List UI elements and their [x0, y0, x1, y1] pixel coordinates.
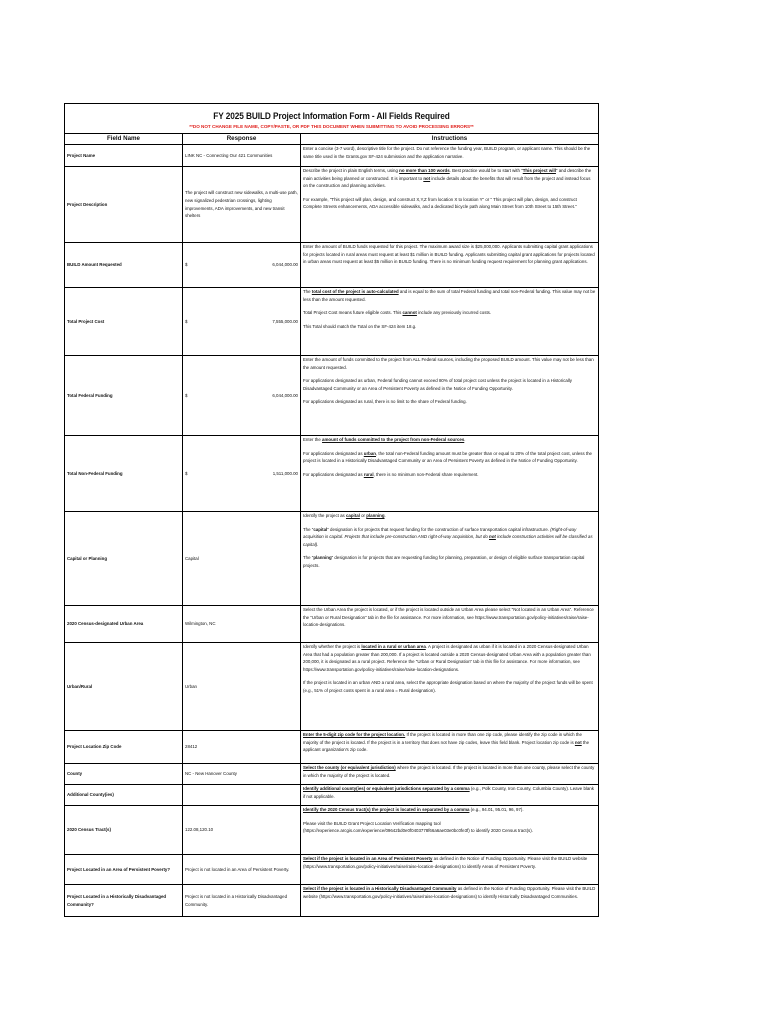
instruction-text: Please visit the BUILD Grant Project Location Verification mapping tool (https://experience.arcgis.com/experience/09642bd0e0f0403778f66a6ae03e0bc0fe3f) to identify 2020 Census tract(s).	[303, 820, 533, 834]
row-urban-rural	[65, 643, 598, 731]
project-information-form	[64, 103, 599, 917]
form-warning: **DO NOT CHANGE FILE NAME, COPY/PASTE, OR PDF THIS DOCUMENT WHEN SUBMITTING TO AVOID PROCESSING ERRORS**	[189, 124, 474, 129]
instruction-text: Identify the project as capital or planning.	[303, 513, 386, 518]
row-total-federal-funding	[65, 356, 598, 436]
zip-code-input[interactable]: 28412	[183, 731, 301, 763]
field-label: 2020 Census-designated Urban Area	[65, 606, 183, 642]
amount-value: 6,044,000.00	[272, 262, 298, 268]
field-label: Project Located in an Area of Persistent Poverty?	[65, 855, 183, 884]
additional-counties-input[interactable]	[183, 785, 301, 805]
currency-symbol: $	[185, 262, 188, 268]
row-county	[65, 764, 598, 785]
instructions	[301, 512, 598, 605]
instruction-text: For applications designated as rural, there is no limit to the share of Federal funding.	[303, 399, 467, 405]
instructions	[301, 885, 598, 916]
instruction-text: The total cost of the project is auto-calculated and is equal to the sum of total Federal funding and total non-Federal funding. This value may not be less than the amount requested.	[303, 289, 596, 302]
row-project-name	[65, 145, 598, 167]
instruction-text: If the project is located in an urban AND a rural area, select the appropriate designation based on where the majority of the project funds will be spent (e.g., 51% of project costs spent in a rural area = Rural designation).	[303, 680, 593, 693]
field-label: Total Project Cost	[65, 288, 183, 355]
instruction-text: This Total should match the Total on the SF-424 item 18.g.	[303, 323, 417, 329]
amount-value: 1,511,000.00	[272, 470, 298, 476]
instructions	[301, 356, 598, 435]
field-label: 2020 Census Tract(s)	[65, 806, 183, 854]
instructions	[301, 643, 598, 730]
instructions	[301, 436, 598, 511]
column-headers	[65, 133, 598, 145]
instruction-text: Enter the amount of funds committed to the project from ALL Federal sources, including the proposed BUILD amount. This value may not be less than the amount requested.	[303, 357, 594, 370]
field-label: Total Federal Funding	[65, 356, 183, 435]
column-header-response: Response	[183, 134, 301, 144]
instruction-text: Enter the amount of BUILD funds requested for this project. The maximum award size is $25,000,000. Applicants submitting capital grant applications for projects located in rural areas must request at least $1 million in BUILD funding. Applicants submitting capital grant applications for projects located in urban areas must request at least $5 million in BUILD funding. There is no minimum funding request requirement for planning grant applications.	[303, 244, 595, 265]
census-tracts-input[interactable]: 122.08,120.10	[183, 806, 301, 854]
field-label: BUILD Amount Requested	[65, 243, 183, 287]
instruction-text: Enter the 5-digit zip code for the project location. If the project is located in more than one zip code, please identify the zip code in which the majority of the project is located. If the project is in a territory that does not have zip codes, leave this field blank. Project location zip code is not the applicant organization's zip code.	[303, 732, 590, 753]
row-total-project-cost	[65, 288, 598, 356]
row-persistent-poverty	[65, 855, 598, 885]
currency-symbol: $	[185, 470, 188, 476]
row-project-location-zip-code	[65, 731, 598, 764]
amount-value: 7,555,000.00	[272, 318, 298, 324]
historically-disadvantaged-select[interactable]: Project is not located in a Historically Disadvantaged Community.	[183, 885, 301, 916]
field-label: County	[65, 764, 183, 784]
census-urban-area-select[interactable]: Wilmington, NC	[183, 606, 301, 642]
field-label: Additional County(ies)	[65, 785, 183, 805]
instruction-text: Describe the project in plain English terms, using no more than 100 words. Best practice would be to start with "This project will" and describe the main activities being planned or constructed. It is important to not include details about the benefits that will result from the project and instead focus on the construction and planning activities.	[303, 168, 592, 189]
row-historically-disadvantaged	[65, 885, 598, 916]
row-census-urban-area	[65, 606, 598, 643]
project-description-response[interactable]: The project will construct new sidewalks, a multi-use path, new signalized pedestrian crossings, lighting improvements, ADA improvements, and new transit shelters	[183, 167, 301, 242]
instruction-text: For applications designated as urban, the total non-Federal funding amount must be greater than or equal to 20% of the total project cost, unless the project is located in a Historically Disadvantaged Community or an Area of Persistent Poverty as defined in the Notice of Funding Opportunity.	[303, 450, 592, 464]
total-non-federal-funding-response[interactable]	[183, 436, 301, 511]
instructions	[301, 855, 598, 884]
field-label: Capital or Planning	[65, 512, 183, 605]
form-title: FY 2025 BUILD Project Information Form - All Fields Required	[213, 111, 450, 121]
currency-symbol: $	[185, 318, 188, 324]
instruction-text: The "planning" designation is for projects that are requesting funding for planning, preparation, or design of eligible surface transportation capital projects.	[303, 555, 585, 568]
county-select[interactable]: NC - New Hanover County	[183, 764, 301, 784]
field-label: Project Located in a Historically Disadvantaged Community?	[65, 885, 183, 916]
currency-symbol: $	[185, 392, 188, 398]
field-label: Project Name	[65, 145, 183, 166]
instruction-text: For example, "This project will plan, design, and construct X,Y,Z from location X to location Y" or " This project will plan, design, and construct Complete Streets enhancements, ADA accessible sidewalks, and a dedicated bicycle path along Main Street from 10th Street to 15th Street."	[303, 196, 577, 210]
instruction-text: Enter the amount of funds committed to the project from non-Federal sources.	[303, 437, 466, 442]
row-project-description	[65, 167, 598, 243]
amount-value: 6,044,000.00	[272, 392, 298, 398]
project-name-response[interactable]: LINK NC - Connecting Our 421 Communities	[183, 145, 301, 166]
instructions	[301, 145, 598, 166]
form-header	[65, 110, 598, 131]
row-build-amount-requested	[65, 243, 598, 288]
instructions	[301, 785, 598, 805]
column-header-field: Field Name	[65, 134, 183, 144]
instruction-text: Identify whether the project is located in a rural or urban area. A project is designated as urban if it is located in a 2020 Census-designated Urban Area that had a population greater than 200,000. If a project is located outside a 2020 Census-designated Urban Area with a population greater than 200,000, it is designated as a rural project. Reference the "Urban or Rural Designation" tab in this file for assistance. For more information, see https://www.transportation.gov/policy-initiatives/raise/raise-location-designations.	[303, 644, 591, 672]
field-label: Urban/Rural	[65, 643, 183, 730]
instruction-text: Select if the project is located in a Historically Disadvantaged Community as defined in the Notice of Funding Opportunity. Please visit the BUILD website (https://www.transportation.gov/policy-initiatives/raise/raise-location-designations) to identify Historically Disadvantaged Communities.	[303, 886, 596, 899]
instructions	[301, 167, 598, 242]
instruction-text: Select the county (or equivalent jurisdiction) where the project is located. If the project is located in more than one county, please select the county in which the majority of the project is located.	[303, 765, 595, 778]
column-header-instructions: Instructions	[431, 135, 468, 142]
instructions	[301, 731, 598, 763]
build-amount-response[interactable]	[183, 243, 301, 287]
instruction-text: Enter a concise (3-7 word), descriptive title for the project. Do not reference the funding year, BUILD program, or applicant name. This should be the same title used in the Grants.gov SF-424 submission and the application narrative.	[303, 146, 591, 159]
instructions	[301, 243, 598, 287]
field-label: Total Non-Federal Funding	[65, 436, 183, 511]
instruction-text: Select if the project is located in an Area of Persistent Poverty as defined in the Notice of Funding Opportunity. Please visit the BUILD website (https://www.transportation.gov/policy-initiatives/raise/raise-location-designations) to identify Areas of Persistent Poverty.	[303, 856, 588, 869]
instruction-text: The "capital" designation is for projects that request funding for the construction of surface transportation capital infrastructure. (Right-of-way acquisition is capital. Projects that include pre-construction AND right-of-way acquisition, but do not include construction activities will be classified as capital).	[303, 526, 593, 547]
instruction-text: Identify the 2020 Census tract(s) the project is located in separated by a comma (e.g., 94.01, 95.01, 96, 97).	[303, 807, 524, 812]
instructions	[301, 806, 598, 854]
instructions	[301, 764, 598, 784]
instruction-text: Select the Urban Area the project is located, or if the project is located outside an Urban Area please select "Not located in an Urban Area". Reference the "Urban or Rural Designation" tab in the file for assistance. For more information, see https://www.transportation.gov/policy-initiatives/raise/raise-location-designations.	[303, 607, 594, 628]
total-federal-funding-response[interactable]	[183, 356, 301, 435]
instructions	[301, 288, 598, 355]
instruction-text: For applications designated as urban, Federal funding cannot exceed 80% of total project cost unless the project is located in a Historically Disadvantaged Community or an Area of Persistent Poverty as defined in the Notice of Funding Opportunity.	[303, 378, 572, 391]
row-additional-counties	[65, 785, 598, 806]
row-census-tracts	[65, 806, 598, 855]
instruction-text: For applications designated as rural, there is no minimum non-Federal share requirement.	[303, 471, 479, 477]
row-total-non-federal-funding	[65, 436, 598, 512]
row-capital-or-planning	[65, 512, 598, 606]
instruction-text: Total Project Cost means future eligible costs. This cannot include any previously incurred costs.	[303, 310, 492, 316]
persistent-poverty-select[interactable]: Project is not located in an Area of Persistent Poverty.	[183, 855, 301, 884]
urban-rural-value: Urban	[183, 643, 301, 730]
instruction-text: Identify additional county(ies) or equivalent jurisdictions separated by a comma (e.g., Polk County, Iron County, Columbia County). Leave blank if not applicable.	[303, 786, 594, 799]
total-project-cost-response	[183, 288, 301, 355]
capital-or-planning-select[interactable]: Capital	[183, 512, 301, 605]
instructions	[301, 606, 598, 642]
field-label: Project Location Zip Code	[65, 731, 183, 763]
field-label: Project Description	[65, 167, 183, 242]
